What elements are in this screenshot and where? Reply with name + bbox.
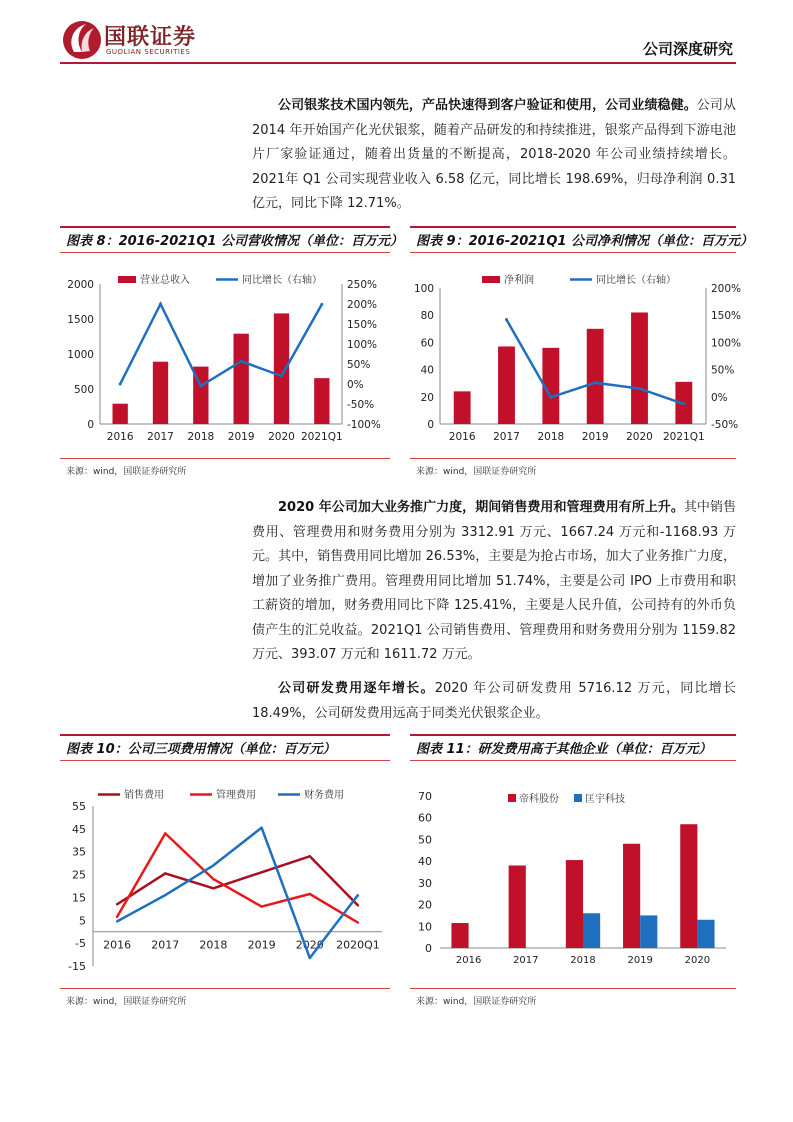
logo-title: 国联证券 [104, 25, 197, 50]
paragraph-body: 2020 年公司研发费用 5716.12 万元，同比增长 18.49%，公司研发费用远高于同类光伏银浆企业。 [252, 681, 736, 721]
fig11-title: 图表 11：研发费用高于其他企业（单位：百万元） [416, 742, 712, 757]
series-2-point-2019 [260, 905, 262, 907]
fig8-top-rule [60, 226, 390, 228]
fig9-bottom-rule [410, 458, 736, 459]
series-2-point-2018 [212, 878, 214, 880]
fig11-source: 来源：wind，国联证券研究所 [416, 997, 537, 1007]
right-tick-label: 200% [347, 299, 378, 311]
fig11-title-rule [410, 760, 736, 761]
growth-point-2019 [594, 381, 597, 384]
y-tick-label: -15 [68, 960, 86, 973]
x-tick-label: 2016 [103, 938, 132, 952]
bar-2021Q1 [314, 378, 329, 424]
x-tick-label: 2018 [187, 431, 215, 443]
y-tick-label: 50 [418, 833, 432, 847]
legend-label-1: 帝科股份 [519, 794, 559, 805]
series-1-point-2020 [309, 855, 311, 857]
y-tick-label: 55 [72, 800, 86, 813]
x-tick-label: 2019 [247, 938, 276, 952]
legend-label-2: 同比增长（右轴） [242, 275, 322, 286]
left-tick-label: 80 [420, 310, 434, 323]
right-tick-label: 100% [711, 337, 742, 350]
y-tick-label: 30 [418, 876, 432, 890]
bar-2016 [454, 391, 471, 424]
bar-2019 [234, 334, 249, 424]
growth-point-2017 [505, 318, 508, 321]
x-tick-label: 2019 [227, 431, 255, 443]
x-tick-label: 2017 [151, 938, 180, 952]
left-tick-label: 2000 [67, 279, 94, 291]
y-tick-label: 60 [418, 811, 432, 825]
fig11-top-rule [410, 734, 736, 736]
legend-label-2: 同比增长（右轴） [596, 275, 676, 286]
series-2-point-2020Q1 [357, 921, 359, 923]
series-3-point-2019 [260, 827, 262, 829]
right-tick-label: 200% [711, 283, 742, 295]
paragraph-lead: 2020 年公司加大业务推广力度，期间销售费用和管理费用有所上升。 [278, 500, 684, 515]
fig9-title: 图表 9：2016-2021Q1 公司净利情况（单位：百万元） [416, 234, 753, 249]
left-tick-label: 20 [420, 391, 434, 404]
y-tick-label: 70 [418, 790, 432, 803]
x-tick-label: 2020 [684, 955, 711, 966]
y-tick-label: 5 [79, 914, 86, 928]
y-tick-label: 0 [425, 942, 432, 955]
bar-2020 [631, 312, 648, 424]
right-tick-label: 50% [711, 364, 735, 377]
right-tick-label: 250% [347, 279, 378, 291]
bar-1-2019 [623, 844, 640, 948]
bar-2-2020 [697, 920, 714, 948]
bar-1-2020 [680, 824, 697, 948]
right-tick-label: 0% [347, 379, 364, 391]
growth-point-2021Q1 [682, 402, 685, 405]
right-tick-label: 150% [347, 319, 378, 331]
bar-2016 [113, 404, 128, 424]
legend-label-2: 匡宇科技 [585, 794, 625, 805]
fig10-title: 图表 10：公司三项费用情况（单位：百万元） [66, 742, 336, 757]
paragraph-expenses [252, 496, 736, 668]
y-tick-label: 40 [418, 855, 432, 869]
right-tick-label: 100% [347, 339, 378, 351]
y-tick-label: 10 [418, 920, 432, 934]
left-tick-label: 1500 [67, 314, 94, 326]
growth-point-2021Q1 [320, 303, 323, 306]
bar-2017 [498, 346, 515, 424]
x-tick-label: 2019 [627, 955, 653, 966]
growth-point-2020 [280, 375, 283, 378]
series-line-1 [117, 856, 358, 905]
growth-point-2020 [638, 387, 641, 390]
series-3-point-2020Q1 [357, 894, 359, 896]
bar-1-2018 [566, 860, 583, 948]
left-tick-label: 0 [427, 419, 434, 431]
legend-swatch-1 [482, 276, 500, 283]
x-tick-label: 2020 [295, 938, 324, 952]
growth-point-2019 [240, 360, 243, 363]
legend-swatch-1 [508, 794, 516, 802]
bar-1-2016 [451, 923, 468, 948]
legend-label-3: 财务费用 [304, 790, 344, 801]
paragraph-rnd [252, 677, 736, 726]
right-tick-label: 150% [711, 310, 742, 323]
fig10-source: 来源：wind，国联证券研究所 [66, 997, 187, 1007]
header-divider [60, 62, 736, 64]
growth-line [120, 304, 322, 386]
x-tick-label: 2021Q1 [300, 431, 343, 443]
fig10-title-rule [60, 760, 390, 761]
left-tick-label: 40 [420, 364, 434, 377]
x-tick-label: 2020 [626, 431, 653, 443]
left-tick-label: 1000 [67, 349, 94, 361]
x-tick-label: 2017 [493, 431, 520, 443]
guolian-logo-icon [60, 18, 104, 62]
fig8-title: 图表 8：2016-2021Q1 公司营收情况（单位：百万元） [66, 234, 403, 249]
x-tick-label: 2016 [106, 431, 134, 443]
bar-2-2019 [640, 915, 657, 948]
series-2-point-2016 [116, 916, 118, 918]
fig11-chart [410, 780, 736, 970]
series-3-point-2017 [164, 894, 166, 896]
series-2-point-2020 [309, 893, 311, 895]
right-tick-label: -100% [347, 419, 381, 431]
fig9-chart [410, 262, 742, 452]
legend-label-2: 管理费用 [216, 790, 256, 801]
y-tick-label: 45 [72, 822, 86, 836]
y-tick-label: -5 [75, 937, 86, 951]
series-1-point-2017 [164, 872, 166, 874]
right-tick-label: -50% [347, 399, 375, 411]
paragraph-body: 其中销售费用、管理费用和财务费用分别为 3312.91 万元、1667.24 万元和-1168.93 万元。其中，销售费用同比增加 26.53%，主要是为抢占市场，加大了业务推广力度，增加了业务推广费用。管理费用同比增加 51.74%，主要是公司 IPO 上市费用和职工薪资的增加，财务费用同比下降 125.41%，主要是人民升值，公司持有的外币负债产生的汇兑收益。2021Q1 公司销售费用、管理费用和财务费用分别为 1159.82 万元、393.07 万元和 1611.72 万元。 [252, 500, 736, 662]
fig9-title-rule [410, 252, 736, 253]
left-tick-label: 60 [420, 337, 434, 350]
paragraph-performance [252, 94, 736, 217]
fig10-top-rule [60, 734, 390, 736]
fig8-chart [60, 262, 390, 452]
bar-2017 [153, 362, 168, 424]
fig8-source: 来源：wind，国联证券研究所 [66, 467, 187, 477]
series-1-point-2020Q1 [357, 904, 359, 906]
x-tick-label: 2019 [581, 431, 609, 443]
x-tick-label: 2020Q1 [336, 938, 380, 952]
fig9-top-rule [410, 226, 736, 228]
legend-label-1: 净利润 [504, 275, 534, 286]
y-tick-label: 35 [72, 845, 86, 859]
right-tick-label: -50% [711, 419, 739, 431]
x-tick-label: 2018 [570, 955, 596, 966]
fig11-bottom-rule [410, 988, 736, 989]
bar-2-2018 [583, 913, 600, 948]
fig10-chart [60, 774, 390, 974]
right-tick-label: 50% [347, 359, 371, 371]
series-1-point-2019 [260, 871, 262, 873]
paragraph-lead: 公司研发费用逐年增长。 [278, 681, 435, 696]
fig9-source: 来源：wind，国联证券研究所 [416, 467, 537, 477]
logo-subtitle: GUOLIAN SECURITIES [106, 48, 191, 56]
right-tick-label: 0% [711, 391, 728, 404]
left-tick-label: 100 [413, 283, 434, 295]
x-tick-label: 2017 [513, 955, 539, 966]
left-tick-label: 0 [87, 419, 94, 431]
series-1-point-2018 [212, 887, 214, 889]
y-tick-label: 15 [72, 891, 86, 905]
growth-point-2016 [119, 383, 122, 386]
growth-point-2018 [549, 396, 552, 399]
legend-swatch-2 [574, 794, 582, 802]
growth-point-2017 [159, 303, 162, 306]
series-2-point-2017 [164, 832, 166, 834]
y-tick-label: 25 [72, 868, 86, 882]
series-3-point-2020 [309, 957, 311, 959]
series-1-point-2016 [116, 903, 118, 905]
legend-label-1: 销售费用 [124, 790, 164, 801]
paragraph-lead: 公司银浆技术国内领先，产品快速得到客户验证和使用，公司业绩稳健。 [278, 98, 697, 113]
fig8-title-rule [60, 252, 390, 253]
fig10-bottom-rule [60, 988, 390, 989]
report-type: 公司深度研究 [642, 40, 733, 58]
legend-swatch-1 [118, 276, 136, 283]
x-tick-label: 2020 [268, 431, 295, 443]
bar-1-2017 [509, 865, 526, 948]
series-3-point-2018 [212, 864, 214, 866]
bar-2019 [587, 329, 604, 424]
growth-point-2018 [199, 385, 202, 388]
fig8-bottom-rule [60, 458, 390, 459]
x-tick-label: 2016 [455, 955, 482, 966]
legend-label-1: 营业总收入 [140, 275, 190, 286]
x-tick-label: 2021Q1 [662, 431, 705, 443]
paragraph-body: 公司从 2014 年开始国产化光伏银浆，随着产品研发的和持续推进，银浆产品得到下游电池片厂家验证通过，随着出货量的不断提高，2018-2020 年公司业绩持续增长。2021年 Q1 公司实现营业收入 6.58 亿元，同比增长 198.69%，归母净利润 0.31 亿元，同比下降 12.71%。 [252, 98, 736, 211]
y-tick-label: 20 [418, 898, 432, 912]
x-tick-label: 2018 [199, 938, 228, 952]
x-tick-label: 2018 [537, 431, 565, 443]
x-tick-label: 2016 [448, 431, 476, 443]
left-tick-label: 500 [73, 384, 94, 396]
x-tick-label: 2017 [147, 431, 174, 443]
series-3-point-2016 [116, 920, 118, 922]
